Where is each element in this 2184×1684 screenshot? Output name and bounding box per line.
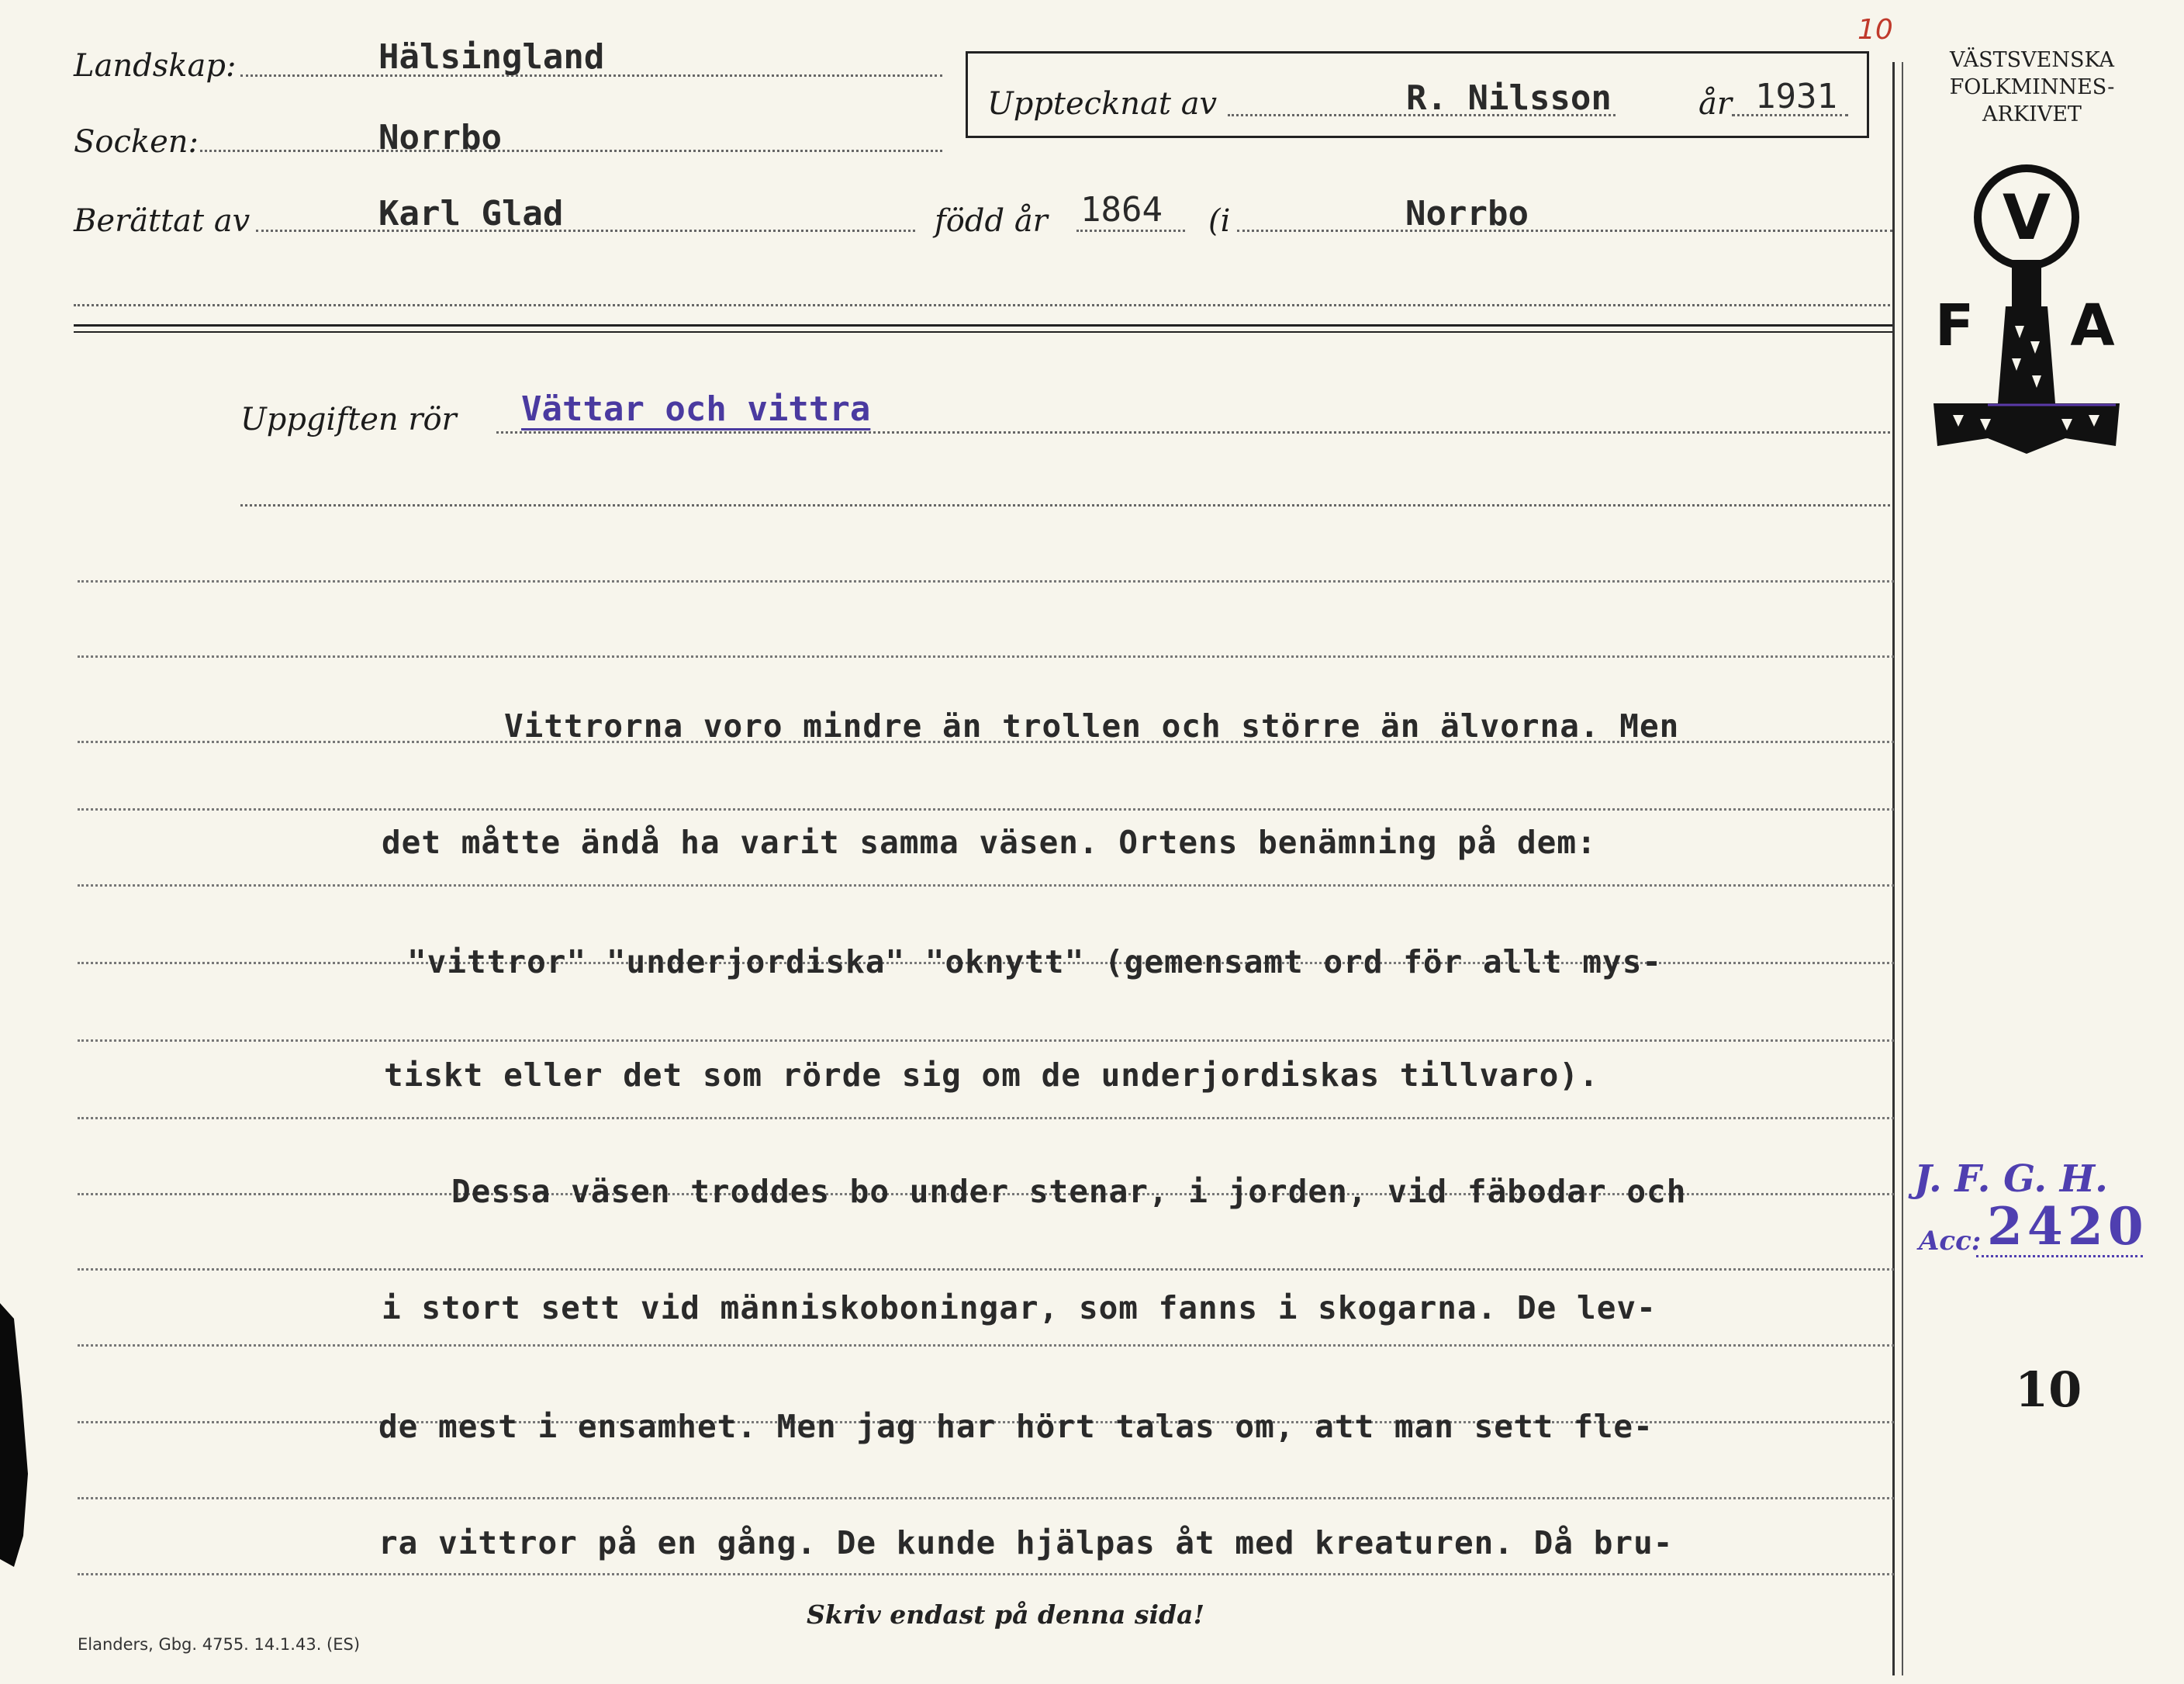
ruled-line-2 <box>78 808 1894 811</box>
scan-edge-mark <box>0 1303 31 1567</box>
archive-name-line1: VÄSTSVENSKA <box>1949 48 2115 72</box>
subject-label: Uppgiften rör <box>240 402 457 437</box>
ar-label: år <box>1698 86 1732 122</box>
ruled-line-9 <box>78 1344 1894 1347</box>
socken-label: Socken: <box>74 124 199 160</box>
ruled-line-8 <box>78 1268 1894 1271</box>
footer-instruction: Skriv endast på denna sida! <box>807 1599 1204 1630</box>
ruled-line-12 <box>78 1573 1894 1575</box>
top-page-number: 10 <box>1857 14 1893 46</box>
landskap-value: Hälsingland <box>378 37 605 77</box>
berattat-dotline <box>256 230 915 232</box>
archive-logo-icon <box>1922 155 2147 465</box>
header-divider <box>74 324 1892 327</box>
berattat-value: Karl Glad <box>378 194 564 233</box>
empty-line-1 <box>240 504 1890 507</box>
archive-name-line3: ARKIVET <box>1982 102 2082 126</box>
body-line-6: i stort sett vid människoboningar, som fanns i skogarna. De lev- <box>382 1289 1657 1326</box>
stamp-acc-number: 2420 <box>1987 1196 2148 1257</box>
margin-line-right <box>1902 62 1903 1675</box>
empty-line-3 <box>78 655 1894 658</box>
body-line-8: ra vittror på en gång. De kunde hjälpas åt med kreaturen. Då bru- <box>378 1524 1674 1561</box>
body-line-5: Dessa väsen troddes bo under stenar, i jorden, vid fäbodar och <box>451 1173 1687 1210</box>
subject-value: Vättar och vittra <box>521 389 871 429</box>
ruled-line-5 <box>78 1039 1894 1042</box>
fodd-dotline <box>1076 230 1185 232</box>
i-value: Norrbo <box>1405 194 1529 233</box>
fodd-value: 1864 <box>1080 190 1163 230</box>
stamp-line1: J. F. G. H. <box>1914 1157 2108 1201</box>
socken-value: Norrbo <box>378 118 502 157</box>
ruled-line-6 <box>78 1117 1894 1119</box>
i-dotline <box>1237 230 1892 232</box>
archive-name <box>1916 47 2148 128</box>
footer-printer: Elanders, Gbg. 4755. 14.1.43. (ES) <box>78 1635 361 1654</box>
body-line-4: tiskt eller det som rörde sig om de underjordiskas tillvaro). <box>384 1056 1599 1094</box>
uppteck-value: R. Nilsson <box>1406 78 1612 118</box>
empty-line-2 <box>78 580 1894 583</box>
socken-dotline <box>200 150 942 152</box>
body-line-3: "vittror" "underjordiska" "oknytt" (gemensamt ord för allt mys- <box>407 943 1663 980</box>
uppteck-label: Upptecknat av <box>987 86 1218 122</box>
logo-a-letter: A <box>2070 292 2115 359</box>
recorder-box <box>966 51 1869 138</box>
archive-name-line2: FOLKMINNES- <box>1949 75 2115 99</box>
body-line-2: det måtte ändå ha varit samma väsen. Ortens benämning på dem: <box>382 824 1597 861</box>
fodd-label: född år <box>935 203 1048 239</box>
ruled-line-11 <box>78 1497 1894 1499</box>
stamp-acc-label: Acc: <box>1919 1226 1982 1257</box>
logo-v-letter: V <box>2003 182 2051 254</box>
i-label: (i <box>1208 203 1231 239</box>
side-page-number: 10 <box>2015 1361 2082 1418</box>
body-line-7: de mest i ensamhet. Men jag har hört talas om, att man sett fle- <box>378 1408 1654 1445</box>
ruled-line-3 <box>78 884 1894 887</box>
subject-dotline <box>496 431 1890 434</box>
header-empty-line <box>74 304 1890 306</box>
logo-f-letter: F <box>1934 292 1975 359</box>
margin-line-left <box>1892 62 1895 1675</box>
header-divider-2 <box>74 331 1892 333</box>
berattat-label: Berättat av <box>74 203 251 239</box>
ar-value: 1931 <box>1755 77 1837 116</box>
body-line-1: Vittrorna voro mindre än trollen och större än älvorna. Men <box>504 707 1680 745</box>
landskap-label: Landskap: <box>74 48 237 84</box>
stamp-underline <box>1976 1255 2143 1257</box>
accession-stamp <box>1909 1148 2158 1272</box>
